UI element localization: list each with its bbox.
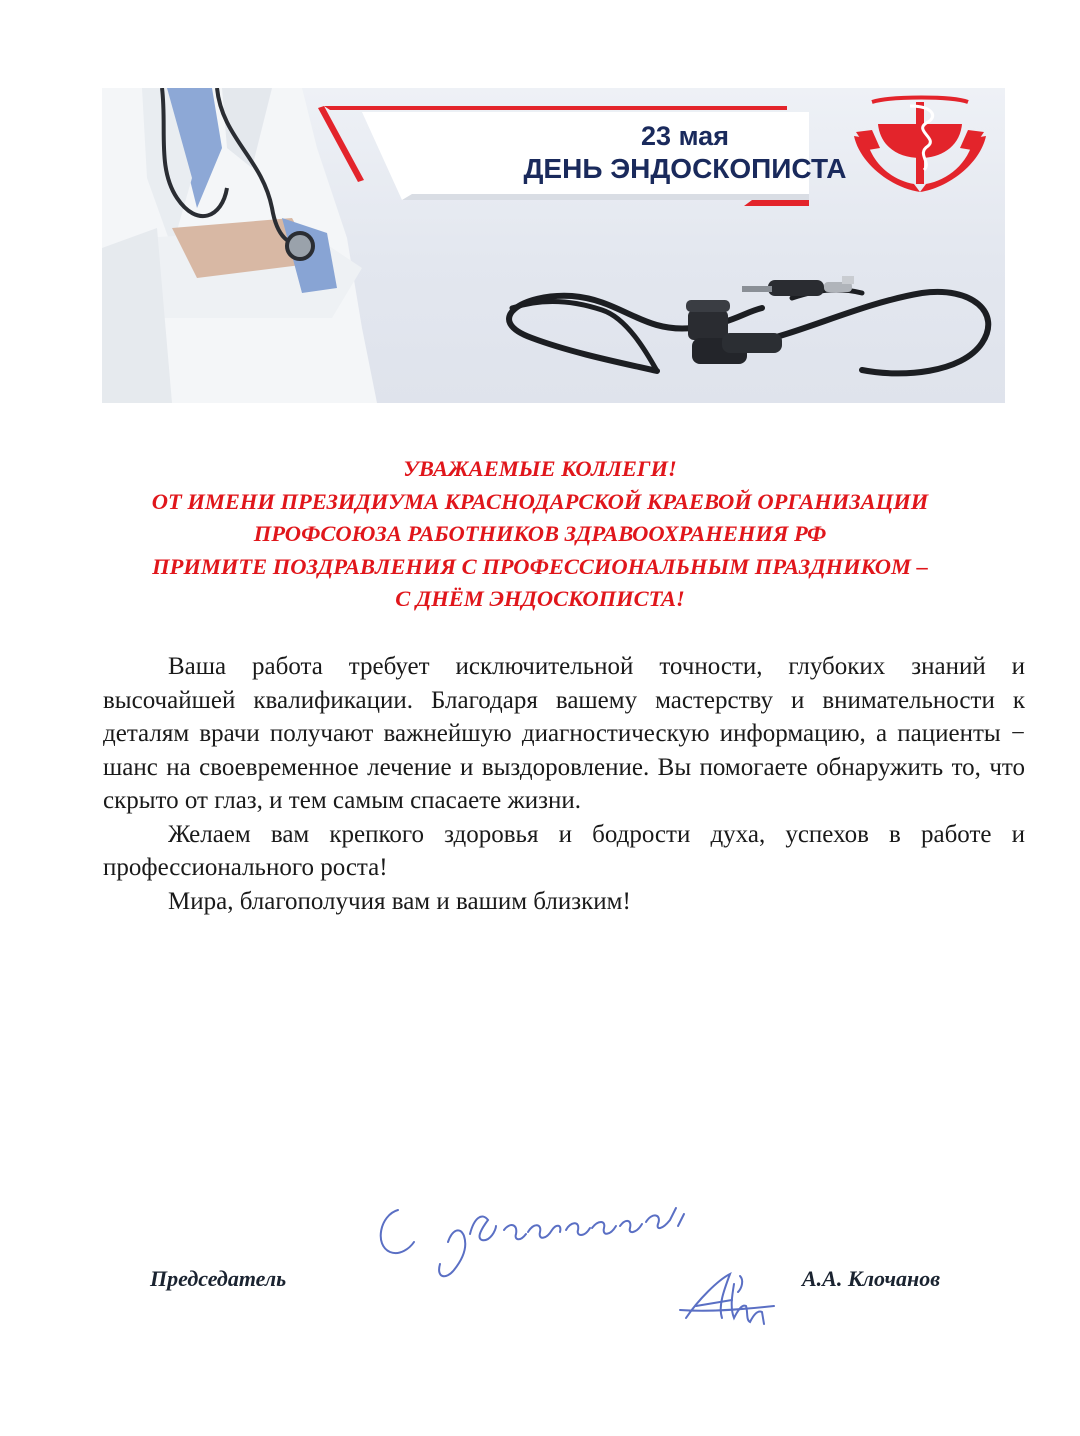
header-banner	[102, 88, 1005, 403]
body-paragraph: Ваша работа требует исключительной точности, глубоких знаний и высочайшей квалификации. Благодаря вашему мастерству и внимательности к деталям врачи получают важнейшую диагностическую информацию, а пациенты − шанс на своевременное лечение и выздоровление. Вы помогаете обнаружить то, что скрыто от глаз, и тем самым спасаете жизни.	[103, 653, 1025, 814]
banner-date: 23 мая	[641, 121, 729, 151]
headline-line: УВАЖАЕМЫЕ КОЛЛЕГИ!	[403, 456, 677, 481]
greeting-headline	[40, 453, 1040, 616]
signer-name: А.А. Клочанов	[802, 1266, 941, 1291]
body-paragraph: Мира, благополучия вам и вашим близким!	[168, 887, 631, 915]
signer-role: Председатель	[150, 1266, 287, 1291]
banner-title: ДЕНЬ ЭНДОСКОПИСТА	[523, 153, 847, 184]
body-paragraph: Желаем вам крепкого здоровья и бодрости духа, успехов в работе и профессионального роста!	[103, 820, 1025, 881]
handwritten-closing-script	[370, 1190, 710, 1280]
handwritten-closing	[370, 1190, 710, 1285]
banner-title-block	[462, 108, 908, 196]
endoscope-illustration	[509, 290, 988, 374]
signature-mark	[678, 1270, 778, 1335]
headline-line: ОТ ИМЕНИ ПРЕЗИДИУМА КРАСНОДАРСКОЙ КРАЕВОЙ ОРГАНИЗАЦИИ	[151, 488, 929, 514]
handwritten-signature	[678, 1270, 778, 1330]
letter-body	[103, 650, 1025, 918]
headline-line: ПРИМИТЕ ПОЗДРАВЛЕНИЯ С ПРОФЕССИОНАЛЬНЫМ ПРАЗДНИКОМ –	[152, 553, 928, 579]
headline-line: С ДНЁМ ЭНДОСКОПИСТА!	[395, 586, 685, 611]
headline-line: ПРОФСОЮЗА РАБОТНИКОВ ЗДРАВООХРАНЕНИЯ РФ	[253, 521, 827, 546]
